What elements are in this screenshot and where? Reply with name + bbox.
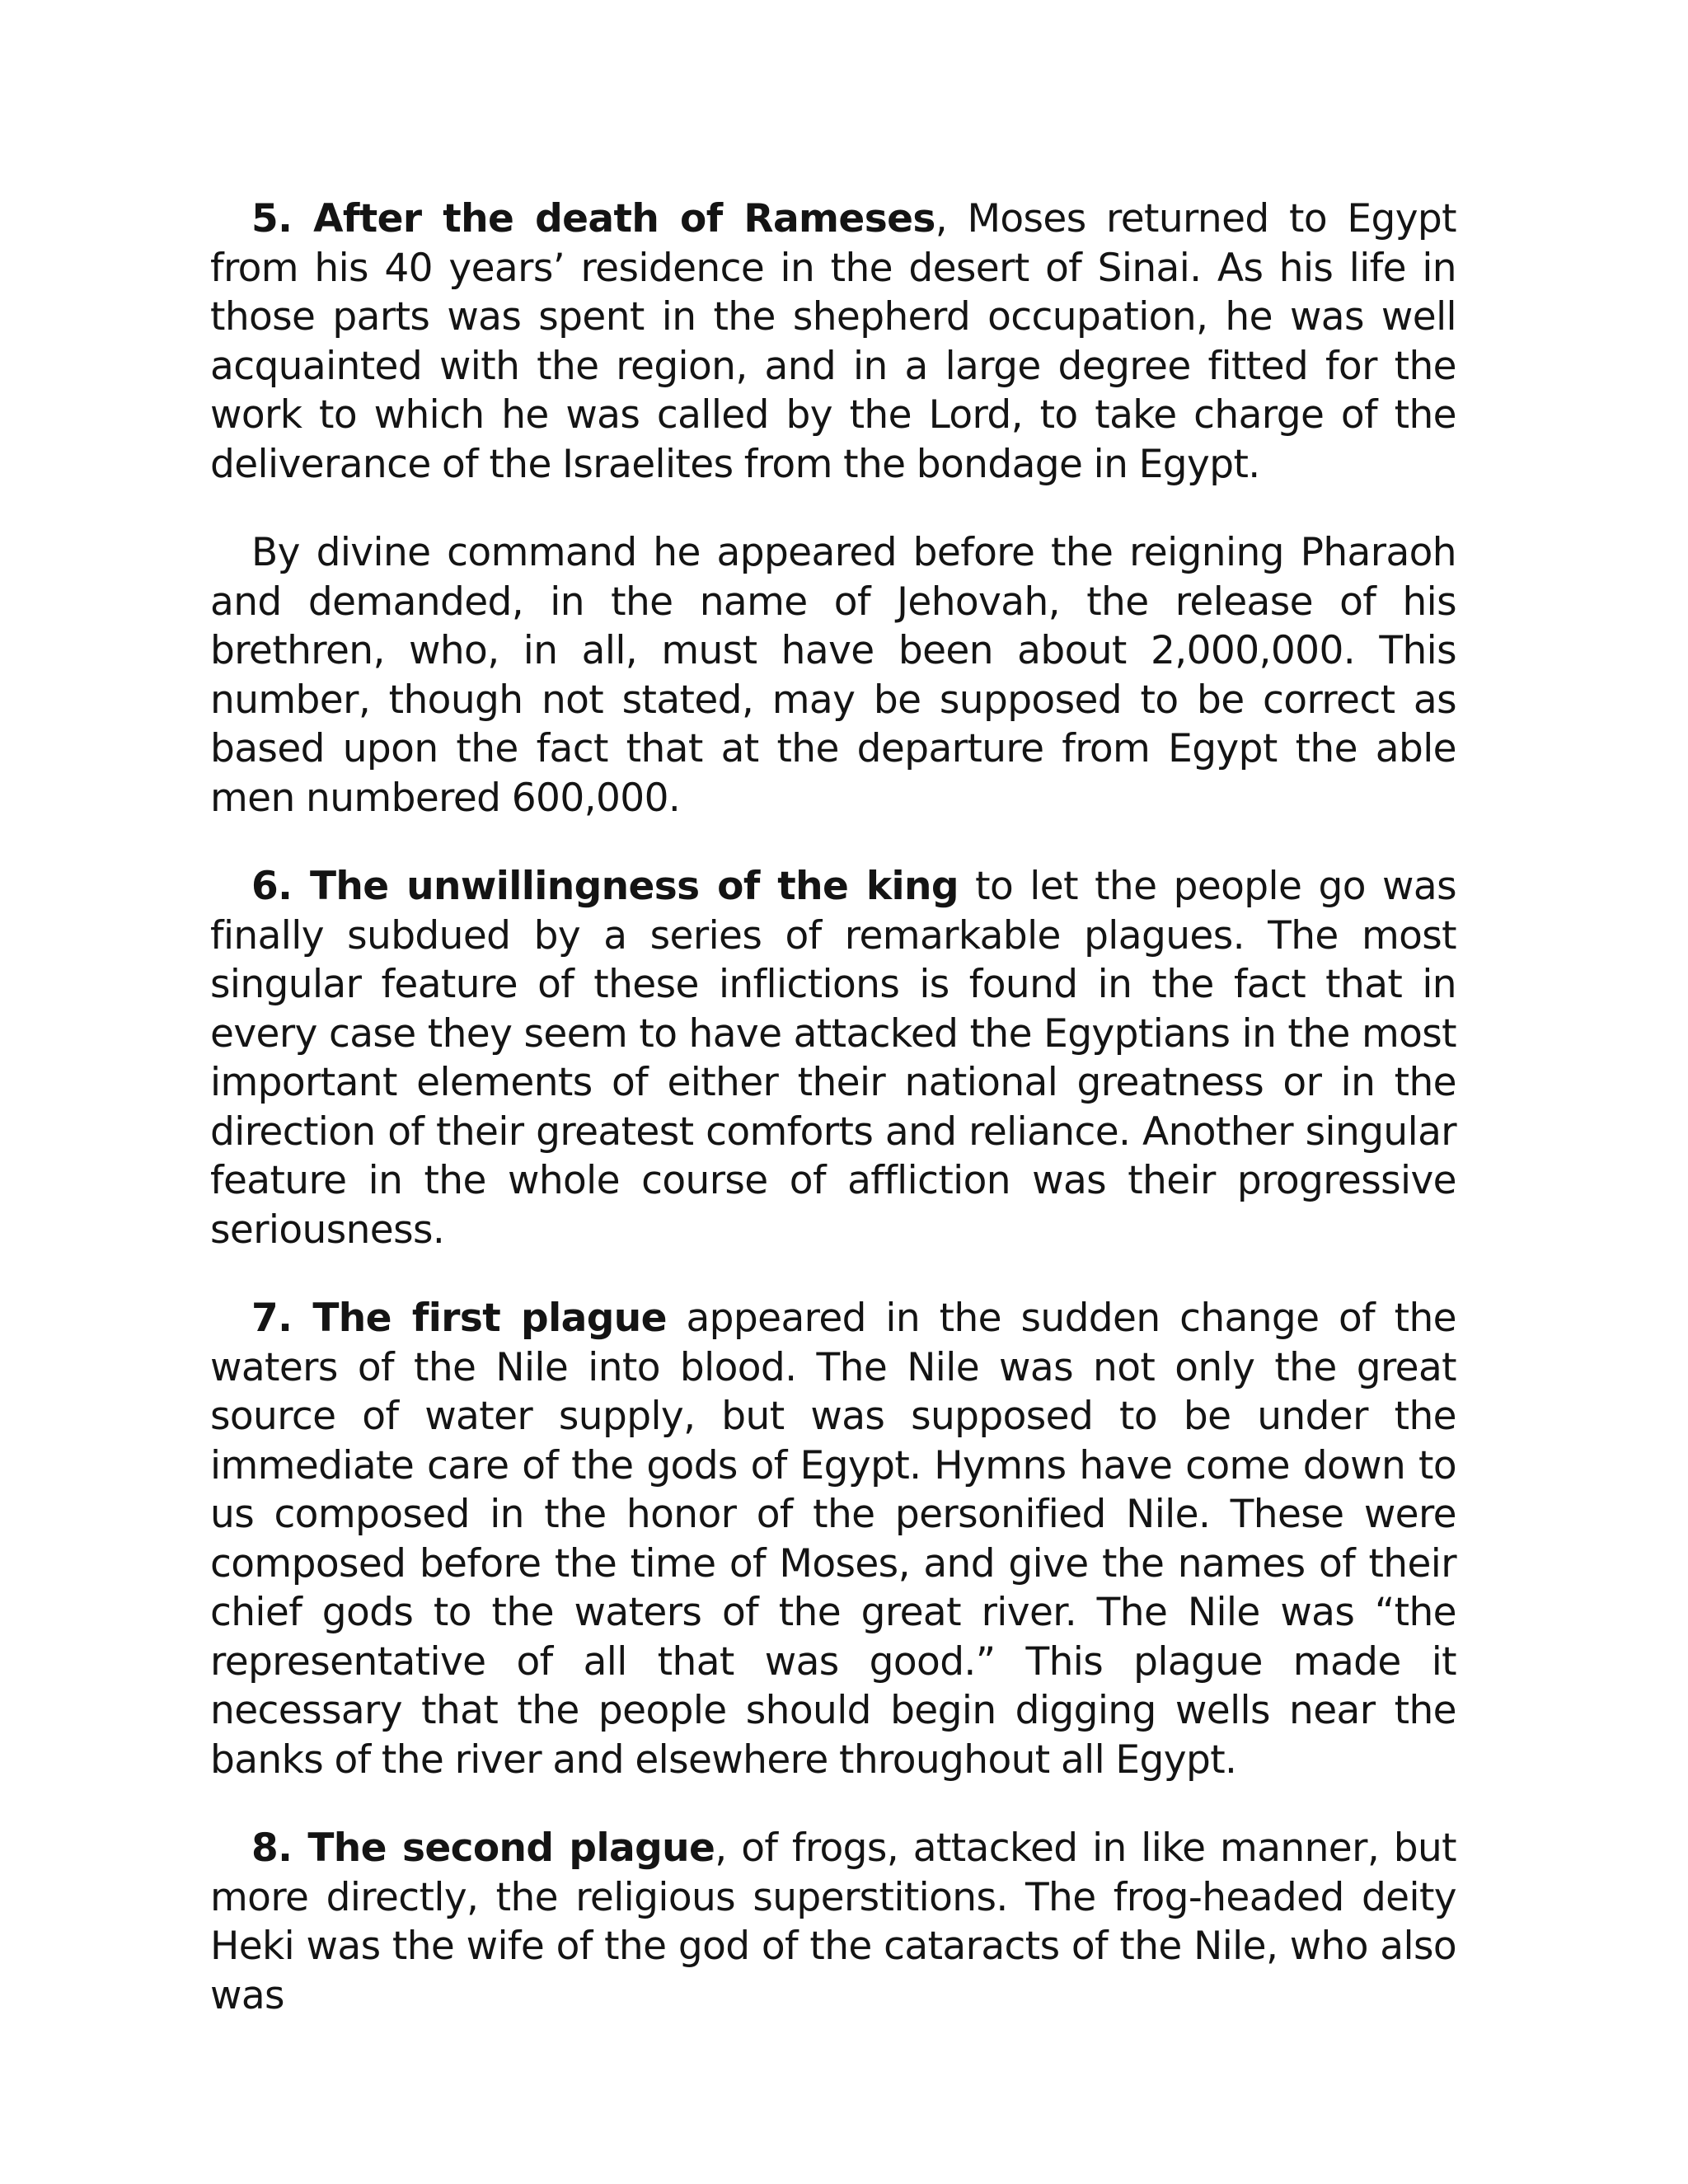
paragraph-text: to let the people go was finally subdued by a series of remarkable plagues. The most singular feature of these inflictions is found in the fact that in every case they seem to have attacked the Egyptians in the most important elements of either their national greatness or in the direction of their greatest comforts and reliance. Another singular feature in the whole course of affliction was their progressive seriousness.	[210, 864, 1456, 1253]
paragraph-lead: 5. After the death of Rameses	[251, 196, 935, 241]
paragraph-8-second-plague	[210, 1824, 1456, 2020]
paragraph-6-unwillingness-of-king	[210, 862, 1456, 1254]
paragraph-5-after-death-of-rameses	[210, 194, 1456, 489]
document-page	[210, 194, 1456, 2060]
paragraph-text: appeared in the sudden change of the waters of the Nile into blood. The Nile was not only the great source of water supply, but was supposed to be under the immediate care of the gods of Egypt. Hymns have come down to us composed in the honor of the personified Nile. These were composed before the time of Moses, and give the names of their chief gods to the waters of the great river. The Nile was “the representative of all that was good.” This plague made it necessary that the people should begin digging wells near the banks of the river and elsewhere throughout all Egypt.	[210, 1296, 1456, 1783]
paragraph-lead: 7. The first plague	[251, 1296, 667, 1341]
paragraph-divine-command	[210, 528, 1456, 823]
paragraph-text: By divine command he appeared before the reigning Pharaoh and demanded, in the name of Jehovah, the release of his brethren, who, in all, must have been about 2,000,000. This number, though not stated, may be supposed to be correct as based upon the fact that at the departure from Egypt the able men numbered 600,000.	[210, 530, 1456, 821]
paragraph-text: , of frogs, attacked in like manner, but more directly, the religious superstitions. The frog-headed deity Heki was the wife of the god of the cataracts of the Nile, who also was	[210, 1825, 1456, 2018]
paragraph-lead: 6. The unwillingness of the king	[251, 864, 959, 909]
paragraph-7-first-plague	[210, 1294, 1456, 1784]
paragraph-lead: 8. The second plague	[251, 1825, 715, 1871]
paragraph-text: , Moses returned to Egypt from his 40 years’ residence in the desert of Sinai. As his life in those parts was spent in the shepherd occupation, he was well acquainted with the region, and in a large degree fitted for the work to which he was called by the Lord, to take charge of the deliverance of the Israelites from the bondage in Egypt.	[210, 196, 1456, 487]
